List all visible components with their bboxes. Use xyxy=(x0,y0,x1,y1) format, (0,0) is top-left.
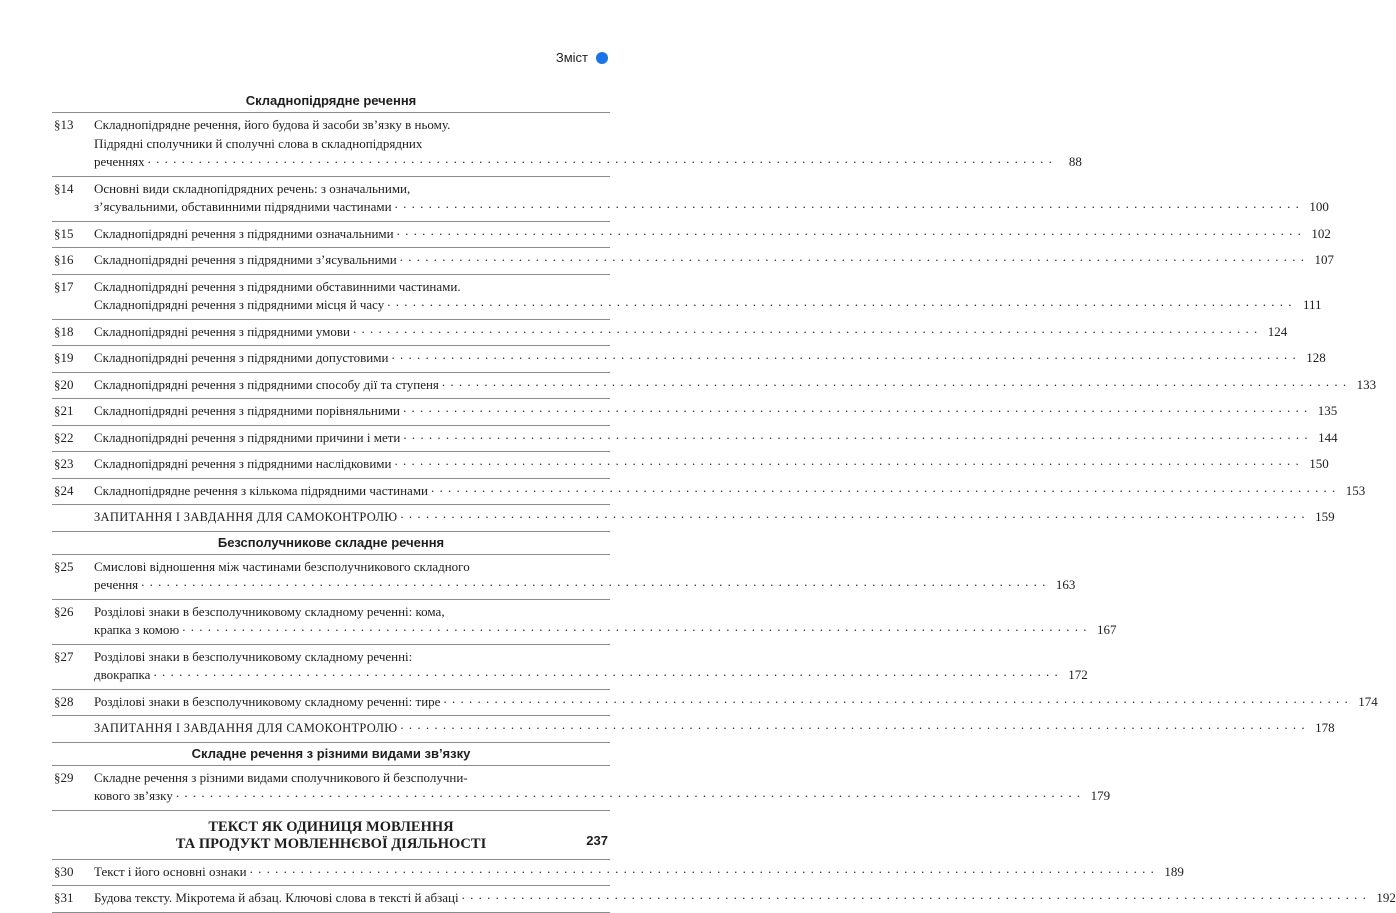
entry-body xyxy=(94,603,1117,640)
entry-body xyxy=(94,693,1378,712)
entry-last-line xyxy=(94,251,1334,270)
dot-leader xyxy=(431,479,1336,498)
entry-last-line xyxy=(94,225,1331,244)
entry-body xyxy=(94,323,1287,342)
entry-body xyxy=(94,251,1334,270)
entry-last-line xyxy=(94,153,1082,172)
entry-body xyxy=(94,376,1376,395)
entry-text-line: Смислові відношення між частинами безсполучникового складного xyxy=(94,558,470,574)
toc-entry xyxy=(52,765,1111,811)
dot-leader xyxy=(391,346,1296,365)
entry-last-line xyxy=(94,719,1335,738)
entry-page: 100 xyxy=(1309,199,1329,214)
entry-title: крапка з комою xyxy=(94,622,180,637)
page-header xyxy=(556,50,608,65)
entry-last-line xyxy=(94,621,1117,640)
dot-leader xyxy=(400,505,1305,524)
toc-entry xyxy=(52,373,1377,400)
toc-entry xyxy=(52,859,1184,887)
entry-last-line xyxy=(94,376,1376,395)
entry-text-line: Складне речення з різними видами сполучникового й безсполучни- xyxy=(94,769,468,785)
entry-last-line xyxy=(94,402,1337,421)
dot-leader xyxy=(395,195,1300,214)
entry-page: 178 xyxy=(1315,720,1335,735)
section-title: Безсполучникове складне речення xyxy=(217,534,445,550)
entry-page: 163 xyxy=(1055,577,1076,592)
entry-body xyxy=(94,429,1338,448)
toc-entry xyxy=(52,275,1322,320)
entry-number: §30 xyxy=(54,863,74,879)
entry-title: Складнопідрядне речення з кількома підрядними частинами xyxy=(94,482,429,498)
entry-text-line: Підрядні сполучники й сполучні слова в складнопідрядних xyxy=(94,135,423,151)
dot-leader xyxy=(153,663,1058,682)
entry-title: двокрапка xyxy=(94,667,151,682)
toc-entry xyxy=(52,554,1076,600)
entry-last-line xyxy=(94,429,1338,448)
entry-page: 179 xyxy=(1090,788,1111,803)
entry-last-line xyxy=(94,693,1378,712)
entry-last-line xyxy=(94,296,1321,315)
entry-text-line: Складнопідрядні речення з підрядними обставинними частинами. xyxy=(94,278,461,294)
entry-page: 144 xyxy=(1318,429,1338,445)
toc-entry xyxy=(52,479,1366,506)
entry-last-line xyxy=(94,787,1110,806)
entry-title: кового зв’язку xyxy=(94,788,173,803)
entry-last-line xyxy=(94,666,1088,685)
entry-text-line: Основні види складнопідрядних речень: з означальними, xyxy=(94,180,411,196)
toc-entry xyxy=(52,346,1326,373)
dot-leader xyxy=(141,573,1046,592)
entry-page: 174 xyxy=(1358,693,1378,709)
dot-leader xyxy=(403,426,1308,445)
entry-number: §31 xyxy=(54,890,74,905)
toc-entry xyxy=(52,600,1117,645)
part-title-line: ТА ПРОДУКТ МОВЛЕННЄВОЇ ДІЯЛЬНОСТІ xyxy=(175,835,487,852)
entry-title: Складнопідрядні речення з підрядними наслідковими xyxy=(94,456,392,471)
toc-entry xyxy=(52,426,1338,453)
entry-last-line xyxy=(94,482,1365,501)
entry-title: з’ясувальними, обставинними підрядними частинами xyxy=(94,199,392,214)
dot-leader xyxy=(400,716,1305,735)
dot-leader xyxy=(387,293,1292,312)
section-title: Складне речення з різними видами зв’язку xyxy=(191,745,471,761)
dot-leader xyxy=(462,886,1367,905)
entry-number: §13 xyxy=(54,117,74,132)
entry-body xyxy=(94,225,1331,244)
entry-body xyxy=(94,719,1335,738)
dot-leader xyxy=(394,452,1299,471)
entry-title: ЗАПИТАННЯ І ЗАВДАННЯ ДЛЯ САМОКОНТРОЛЮ xyxy=(94,721,398,735)
entry-title: Текст і його основні ознаки xyxy=(94,863,247,879)
entry-text-line: Розділові знаки в безсполучниковому складному реченні: кома, xyxy=(94,603,445,619)
toc-entry xyxy=(52,399,1338,426)
dot-leader xyxy=(148,150,1053,169)
entry-last-line xyxy=(94,349,1326,368)
entry-number: §22 xyxy=(54,429,74,445)
entry-title: речення xyxy=(94,577,139,592)
dot-leader xyxy=(176,784,1081,803)
entry-title: Складнопідрядні речення з підрядними місця й часу xyxy=(94,297,385,312)
section-title: Складнопідрядне речення xyxy=(245,93,417,108)
dot-leader xyxy=(397,222,1302,241)
entry-page: 133 xyxy=(1356,376,1377,392)
entry-body xyxy=(94,455,1329,474)
entry-body xyxy=(94,863,1184,882)
blue-dot-icon xyxy=(596,52,608,64)
entry-page: 189 xyxy=(1164,863,1184,879)
dot-leader xyxy=(403,399,1308,418)
entry-number: §16 xyxy=(54,252,74,267)
entry-title: Розділові знаки в безсполучниковому складному реченні: тире xyxy=(94,693,441,709)
toc-entry xyxy=(52,112,1082,177)
entry-number: §20 xyxy=(54,376,74,392)
entry-title: Складнопідрядні речення з підрядними способу дії та ступеня xyxy=(94,376,439,392)
entry-page: 107 xyxy=(1314,252,1334,267)
toc-entry xyxy=(52,645,1088,690)
entry-number: §24 xyxy=(54,482,74,498)
entry-page: 167 xyxy=(1097,622,1117,637)
entry-page: 159 xyxy=(1315,509,1335,524)
entry-number xyxy=(52,508,94,527)
entry-title: ЗАПИТАННЯ І ЗАВДАННЯ ДЛЯ САМОКОНТРОЛЮ xyxy=(94,510,398,524)
entry-last-line xyxy=(94,508,1335,527)
entry-last-line xyxy=(94,576,1075,595)
entry-title: реченнях xyxy=(94,154,145,169)
dot-leader xyxy=(353,320,1258,339)
entry-body xyxy=(94,558,1075,595)
entry-page: 124 xyxy=(1267,323,1288,339)
entry-number xyxy=(52,719,94,738)
entry-page: 153 xyxy=(1345,482,1366,498)
entry-page: 150 xyxy=(1309,456,1329,471)
entry-title: Будова тексту. Мікротема й абзац. Ключові слова в тексті й абзаці xyxy=(94,890,459,905)
entry-last-line xyxy=(94,198,1329,217)
entry-title: Складнопідрядні речення з підрядними умови xyxy=(94,323,350,339)
entry-body xyxy=(94,769,1110,806)
entry-body xyxy=(94,116,1082,172)
toc-entry xyxy=(52,248,1334,275)
entry-number: §26 xyxy=(54,603,74,619)
entry-title: Складнопідрядні речення з підрядними причини і мети xyxy=(94,429,401,445)
page-number: 237 xyxy=(586,833,608,848)
entry-text-line: Складнопідрядне речення, його будова й засоби зв’язку в ньому. xyxy=(94,117,451,132)
toc-entry xyxy=(52,886,1396,913)
dot-leader xyxy=(250,860,1155,879)
dot-leader xyxy=(443,690,1348,709)
entry-page: 135 xyxy=(1317,403,1338,418)
dot-leader xyxy=(442,373,1347,392)
entry-body xyxy=(94,482,1365,501)
entry-page: 102 xyxy=(1311,225,1331,241)
entry-last-line xyxy=(94,889,1396,908)
entry-page: 111 xyxy=(1302,297,1322,312)
toc-entry xyxy=(52,320,1288,347)
entry-body xyxy=(94,180,1329,217)
entry-page: 128 xyxy=(1306,350,1326,365)
toc-entry xyxy=(52,690,1378,717)
entry-number: §14 xyxy=(54,180,74,196)
entry-body xyxy=(94,508,1335,527)
entry-page: 172 xyxy=(1068,667,1088,682)
entry-number: §23 xyxy=(54,456,74,471)
entry-number: §15 xyxy=(54,225,74,241)
entry-number: §17 xyxy=(54,278,74,294)
entry-number: §29 xyxy=(54,769,74,785)
entry-last-line xyxy=(94,863,1184,882)
entry-number: §18 xyxy=(54,323,74,339)
entry-page: 88 xyxy=(1068,154,1082,169)
entry-title: Складнопідрядні речення з підрядними означальними xyxy=(94,225,394,241)
entry-body xyxy=(94,402,1337,421)
entry-body xyxy=(94,278,1321,315)
self-control-row xyxy=(52,505,1335,532)
toc-entry xyxy=(52,177,1329,222)
entry-number: §25 xyxy=(54,558,74,574)
self-control-row xyxy=(52,716,1335,743)
entry-number: §27 xyxy=(54,648,74,664)
part-title-line: ТЕКСТ ЯК ОДИНИЦЯ МОВЛЕННЯ xyxy=(208,818,454,835)
entry-number: §19 xyxy=(54,350,74,365)
entry-body xyxy=(94,889,1396,908)
entry-last-line xyxy=(94,455,1329,474)
entry-page: 192 xyxy=(1376,890,1396,905)
entry-text-line: Розділові знаки в безсполучниковому складному реченні: xyxy=(94,648,413,664)
toc-entry xyxy=(52,222,1331,249)
entry-number: §21 xyxy=(54,403,74,418)
entry-number: §28 xyxy=(54,693,74,709)
toc-entry xyxy=(52,452,1329,479)
header-label: Зміст xyxy=(555,50,588,65)
dot-leader xyxy=(182,618,1087,637)
part-title xyxy=(52,811,610,859)
entry-body xyxy=(94,648,1088,685)
dot-leader xyxy=(400,248,1305,267)
entry-title: Складнопідрядні речення з підрядними допустовими xyxy=(94,350,389,365)
table-of-contents xyxy=(52,90,1396,913)
entry-body xyxy=(94,349,1326,368)
entry-title: Складнопідрядні речення з підрядними порівняльними xyxy=(94,403,400,418)
entry-last-line xyxy=(94,323,1287,342)
entry-title: Складнопідрядні речення з підрядними з’ясувальними xyxy=(94,252,397,267)
